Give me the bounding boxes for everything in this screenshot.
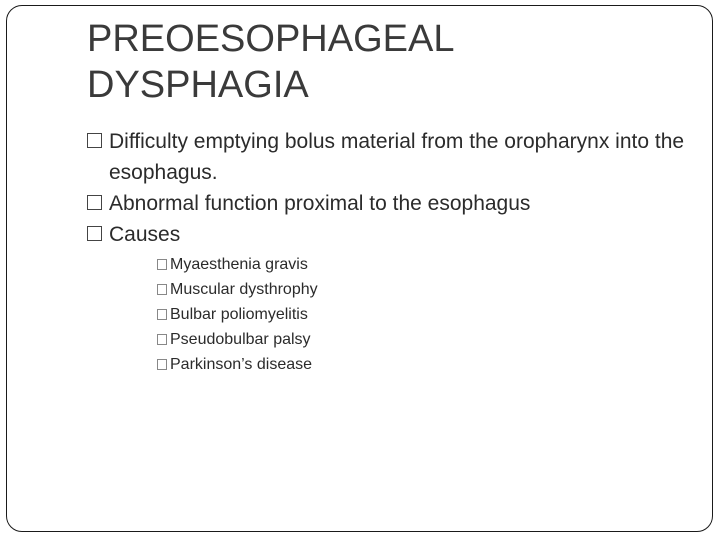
checkbox-bullet-icon <box>87 133 102 148</box>
bullet-text: Causes <box>109 223 181 246</box>
bullet-item <box>87 188 707 219</box>
slide-title <box>87 16 687 108</box>
title-line: DYSPHAGIA <box>87 64 309 106</box>
cause-item <box>157 277 720 302</box>
checkbox-bullet-icon <box>157 309 167 320</box>
cause-text: Bulbar poliomyelitis <box>170 306 308 323</box>
checkbox-bullet-icon <box>87 226 102 241</box>
checkbox-bullet-icon <box>157 334 167 345</box>
cause-item <box>157 352 720 377</box>
cause-text: Myaesthenia gravis <box>170 256 308 273</box>
checkbox-bullet-icon <box>87 195 102 210</box>
checkbox-bullet-icon <box>157 284 167 295</box>
cause-item <box>157 252 720 277</box>
causes-list <box>157 252 720 377</box>
bullet-text: Difficulty emptying bolus material from the oropharynx into the esophagus. <box>109 130 685 184</box>
cause-text: Parkinson’s disease <box>170 356 313 373</box>
slide-frame <box>6 5 713 532</box>
bullet-list <box>87 126 707 377</box>
cause-item <box>157 327 720 352</box>
checkbox-bullet-icon <box>157 259 167 270</box>
cause-text: Muscular dysthrophy <box>170 281 318 298</box>
cause-item <box>157 302 720 327</box>
cause-text: Pseudobulbar palsy <box>170 331 311 348</box>
bullet-item <box>87 126 707 188</box>
bullet-item <box>87 219 707 377</box>
checkbox-bullet-icon <box>157 359 167 370</box>
title-line: PREOESOPHAGEAL <box>87 18 455 60</box>
bullet-text: Abnormal function proximal to the esophagus <box>109 192 531 215</box>
